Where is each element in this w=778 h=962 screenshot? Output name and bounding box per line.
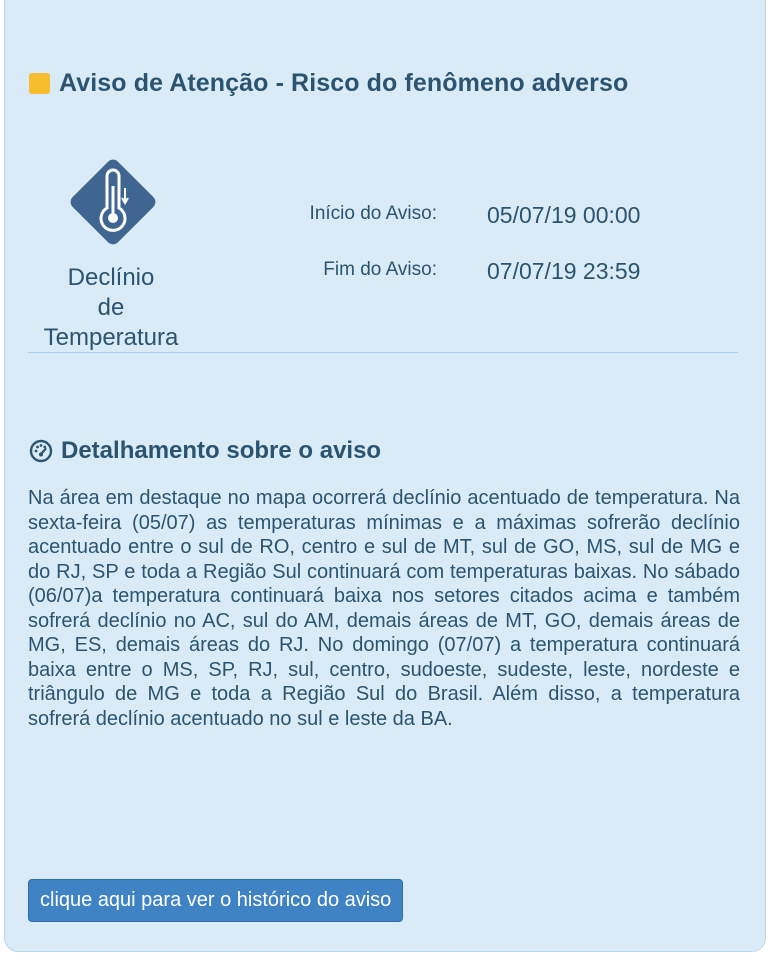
start-label: Início do Aviso: xyxy=(309,203,437,224)
alert-title: Aviso de Atenção - Risco do fenômeno adverso xyxy=(59,69,629,97)
start-value: 05/07/19 00:00 xyxy=(487,202,641,228)
alert-description: Na área em destaque no mapa ocorrerá declínio acentuado de temperatura. Na sexta-feira (05/07) as temperaturas mínimas e a máximas sofrerão declínio acentuado entre o sul de RO, centro e sul de MT, sul de GO, MS, sul de MG e do RJ, SP e toda a Região Sul continuará com temperaturas baixas. No sábado (06/07)a temperatura continuará baixa nos setores citados acima e também sofrerá declínio no AC, sul do AM, demais áreas de MT, GO, demais áreas de MG, ES, demais áreas do RJ. No domingo (07/07) a temperatura continuará baixa entre o MS, SP, RJ, sul, centro, sudoeste, sudeste, leste, nordeste e triângulo de MG e toda a Região Sul do Brasil. Além disso, a temperatura sofrerá declínio acentuado no sul e leste da BA. xyxy=(28,487,740,730)
phenomenon-name-line1: Declínio xyxy=(67,264,155,291)
section-divider xyxy=(28,352,738,353)
thermometer-icon xyxy=(63,152,163,252)
gauge-icon xyxy=(29,439,53,463)
end-value: 07/07/19 23:59 xyxy=(487,258,641,284)
end-label: Fim do Aviso: xyxy=(323,259,437,280)
alert-level-icon xyxy=(29,73,50,94)
alert-card xyxy=(4,0,766,952)
details-title: Detalhamento sobre o aviso xyxy=(61,437,382,464)
view-history-button[interactable]: clique aqui para ver o histórico do aviso xyxy=(28,879,403,922)
phenomenon-name-line3: Temperatura xyxy=(43,324,179,351)
alert-header xyxy=(29,69,628,98)
details-header xyxy=(29,437,381,465)
phenomenon-name xyxy=(41,263,181,353)
phenomenon-name-line2: de xyxy=(97,294,125,321)
